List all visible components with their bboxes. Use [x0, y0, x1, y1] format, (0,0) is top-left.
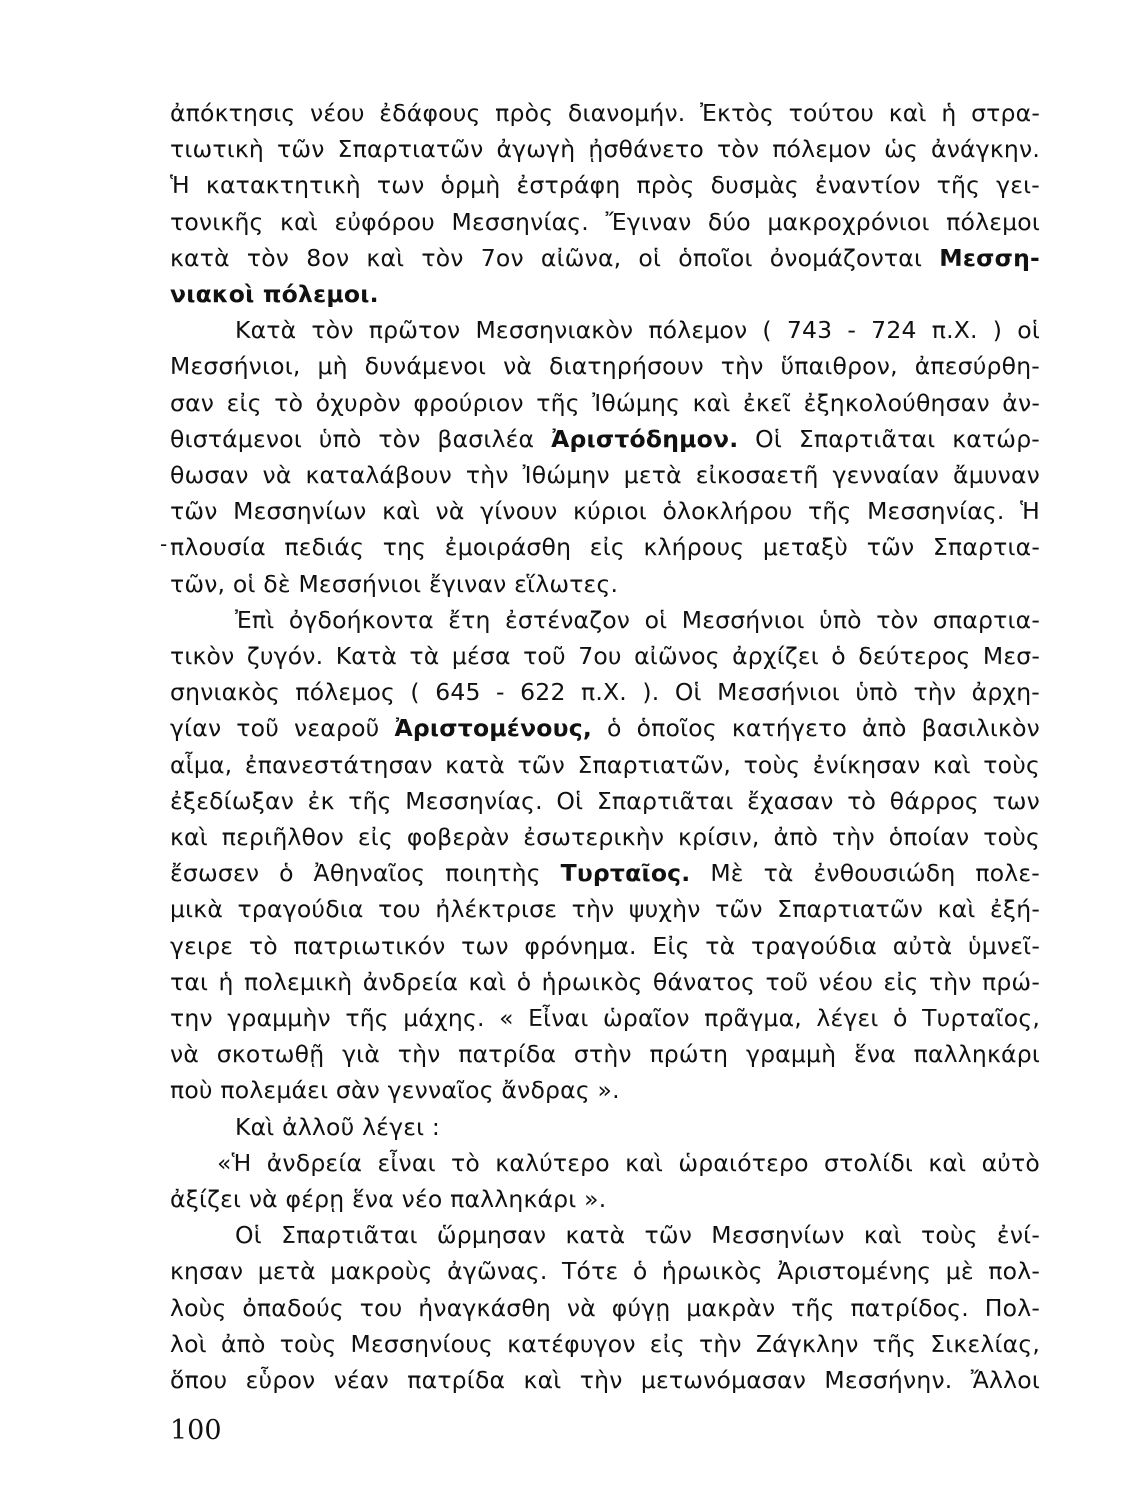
text-line: [170, 1256, 1040, 1287]
line-text: σηνιακὸς πόλεμος ( 645 - 622 π.Χ. ). Οἱ Μεσσήνιοι ὑπὸ τὴν ἀρχη-: [170, 678, 1040, 707]
text-line: [170, 1075, 1040, 1106]
line-text: Μεσσήνιοι, μὴ δυνάμενοι νὰ διατηρήσουν τὴν ὕπαιθρον, ἀπεσύρθη-: [170, 352, 1040, 381]
paragraph-start: [235, 1112, 1040, 1143]
line-text: κατὰ τὸν 8ον καὶ τὸν 7ον αἰῶνα, οἱ ὁποῖοι ὀνομάζονται: [170, 243, 940, 272]
line-text: ἐξεδίωξαν ἐκ τῆς Μεσσηνίας. Οἱ Σπαρτιᾶται ἔχασαν τὸ θάρρος των: [170, 786, 1040, 815]
line-text: κησαν μετὰ μακροὺς ἀγῶνας. Τότε ὁ ἡρωικὸς Ἀριστομένης μὲ πολ-: [170, 1257, 1040, 1286]
line-text: ὅπου εὗρον νέαν πατρίδα καὶ τὴν μετωνόμασαν Μεσσήνην. Ἄλλοι: [170, 1366, 1040, 1394]
text-line: [170, 1293, 1040, 1324]
paragraph-start: [235, 605, 1040, 636]
bold-term: Ἀριστομένους,: [394, 714, 592, 743]
line-text: ται ἡ πολεμικὴ ἀνδρεία καὶ ὁ ἡρωικὸς θάνατος τοῦ νέου εἰς τὴν πρώ-: [170, 967, 1040, 996]
paragraph-start: [235, 315, 1040, 346]
text-line: [170, 243, 1040, 274]
text-line: [170, 1039, 1040, 1070]
line-text: Οἱ Σπαρτιᾶται κατώρ-: [738, 424, 1040, 453]
text-line: [170, 677, 1040, 708]
text-line: [170, 496, 1040, 527]
line-text: την γραμμὴν τῆς μάχης. « Εἶναι ὡραῖον πρᾶγμα, λέγει ὁ Τυρταῖος,: [170, 1004, 1040, 1032]
bold-term: Τυρταῖος.: [560, 859, 691, 888]
line-text: λοὺς ὀπαδούς του ἠναγκάσθη νὰ φύγῃ μακρὰν τῆς πατρίδος. Πολ-: [170, 1293, 1040, 1322]
text-line: [170, 750, 1040, 781]
text-line: [170, 170, 1040, 201]
quote-line: [170, 1184, 1040, 1215]
text-line: [170, 1003, 1040, 1034]
line-text: Ἡ κατακτητικὴ των ὁρμὴ ἐστράφη πρὸς δυσμὰς ἐναντίον τῆς γει-: [170, 171, 1040, 200]
margin-mark: -: [160, 532, 168, 557]
text-line: [170, 641, 1040, 672]
line-text: ἔσωσεν ὁ Ἀθηναῖος ποιητὴς: [170, 859, 561, 888]
text-line: [170, 424, 1040, 455]
line-text: λοὶ ἀπὸ τοὺς Μεσσηνίους κατέφυγον εἰς τὴν Ζάγκλην τῆς Σικελίας,: [170, 1329, 1040, 1358]
paragraph-start: [235, 1220, 1040, 1251]
text-line: [170, 207, 1040, 238]
quote-line: [217, 1148, 1040, 1179]
line-text: τονικῆς καὶ εὐφόρου Μεσσηνίας. Ἔγιναν δύο μακροχρόνιοι πόλεμοι: [170, 207, 1040, 236]
line-text: τῶν Μεσσηνίων καὶ νὰ γίνουν κύριοι ὁλοκλήρου τῆς Μεσσηνίας. Ἡ: [170, 497, 1040, 526]
line-text: θιστάμενοι ὑπὸ τὸν βασιλέα: [170, 424, 552, 453]
line-text: Οἱ Σπαρτιᾶται ὥρμησαν κατὰ τῶν Μεσσηνίων καὶ τοὺς ἐνί-: [235, 1221, 1040, 1250]
text-line: [170, 894, 1040, 925]
line-text: αἷμα, ἐπανεστάτησαν κατὰ τῶν Σπαρτιατῶν, τοὺς ἐνίκησαν καὶ τοὺς: [170, 750, 1040, 779]
line-text: ἀξίζει νὰ φέρῃ ἕνα νέο παλληκάρι ».: [170, 1185, 607, 1213]
line-text: ἀπόκτησις νέου ἐδάφους πρὸς διανομήν. Ἐκτὸς τούτου καὶ ἡ στρα-: [170, 99, 1040, 127]
line-text: τῶν, οἱ δὲ Μεσσήνιοι ἔγιναν εἵλωτες.: [170, 569, 619, 598]
line-text: .: [369, 280, 379, 308]
text-line: [170, 388, 1040, 419]
line-text: Μὲ τὰ ἐνθουσιώδη πολε-: [690, 859, 1040, 888]
line-text: νὰ σκοτωθῇ γιὰ τὴν πατρίδα στὴν πρώτη γραμμὴ ἕνα παλληκάρι: [170, 1040, 1040, 1069]
text-line: [170, 967, 1040, 998]
line-text: ὁ ὁποῖος κατήγετο ἀπὸ βασιλικὸν: [591, 714, 1040, 743]
line-text: γίαν τοῦ νεαροῦ: [170, 714, 395, 743]
line-text: ποὺ πολεμάει σὰν γενναῖος ἄνδρας ».: [170, 1076, 620, 1105]
text-line: [170, 1365, 1040, 1396]
text-line: [170, 569, 1040, 600]
line-text: καὶ περιῆλθον εἰς φοβερὰν ἐσωτερικὴν κρίσιν, ἀπὸ τὴν ὁποίαν τοὺς: [170, 823, 1040, 851]
text-line: [170, 134, 1040, 165]
line-text: τικὸν ζυγόν. Κατὰ τὰ μέσα τοῦ 7ου αἰῶνος ἀρχίζει ὁ δεύτερος Μεσ-: [170, 642, 1040, 670]
line-text: Καὶ ἀλλοῦ λέγει :: [235, 1112, 441, 1141]
text-line: [170, 858, 1040, 889]
text-line: [170, 98, 1040, 129]
line-text: σαν εἰς τὸ ὀχυρὸν φρούριον τῆς Ἰθώμης καὶ ἐκεῖ ἐξηκολούθησαν ἀν-: [170, 388, 1040, 417]
text-line: [170, 1329, 1040, 1360]
bold-term: νιακοὶ πόλεμοι: [170, 280, 370, 308]
line-text: Ἐπὶ ὀγδοήκοντα ἔτη ἐστέναζον οἱ Μεσσήνιοι ὑπὸ τὸν σπαρτια-: [235, 605, 1040, 634]
page-number: 100: [170, 1415, 222, 1446]
text-line: [170, 351, 1040, 382]
text-line: [170, 532, 1040, 563]
line-text: μικὰ τραγούδια του ἠλέκτρισε τὴν ψυχὴν τῶν Σπαρτιατῶν καὶ ἐξή-: [170, 895, 1040, 924]
text-line: [170, 279, 1040, 310]
line-text: Κατὰ τὸν πρῶτον Μεσσηνιακὸν πόλεμον ( 743 - 724 π.Χ. ) οἱ: [235, 316, 1040, 345]
line-text: τιωτικὴ τῶν Σπαρτιατῶν ἀγωγὴ ᾐσθάνετο τὸν πόλεμον ὡς ἀνάγκην.: [170, 135, 1040, 164]
text-line: [170, 460, 1040, 491]
bold-term: Ἀριστόδημον.: [551, 424, 739, 453]
line-text: «Ἡ ἀνδρεία εἶναι τὸ καλύτερο καὶ ὡραιότερο στολίδι καὶ αὐτὸ: [217, 1148, 1040, 1177]
text-line: [170, 822, 1040, 853]
text-line: [170, 931, 1040, 962]
line-text: θωσαν νὰ καταλάβουν τὴν Ἰθώμην μετὰ εἰκοσαετῆ γενναίαν ἄμυναν: [170, 461, 1040, 489]
bold-term: Μεσση-: [939, 243, 1040, 272]
line-text: γειρε τὸ πατριωτικόν των φρόνημα. Εἰς τὰ τραγούδια αὐτὰ ὑμνεῖ-: [170, 931, 1040, 960]
text-line: [170, 713, 1040, 744]
text-line: [170, 786, 1040, 817]
line-text: πλουσία πεδιάς της ἐμοιράσθη εἰς κλήρους μεταξὺ τῶν Σπαρτια-: [170, 533, 1040, 562]
